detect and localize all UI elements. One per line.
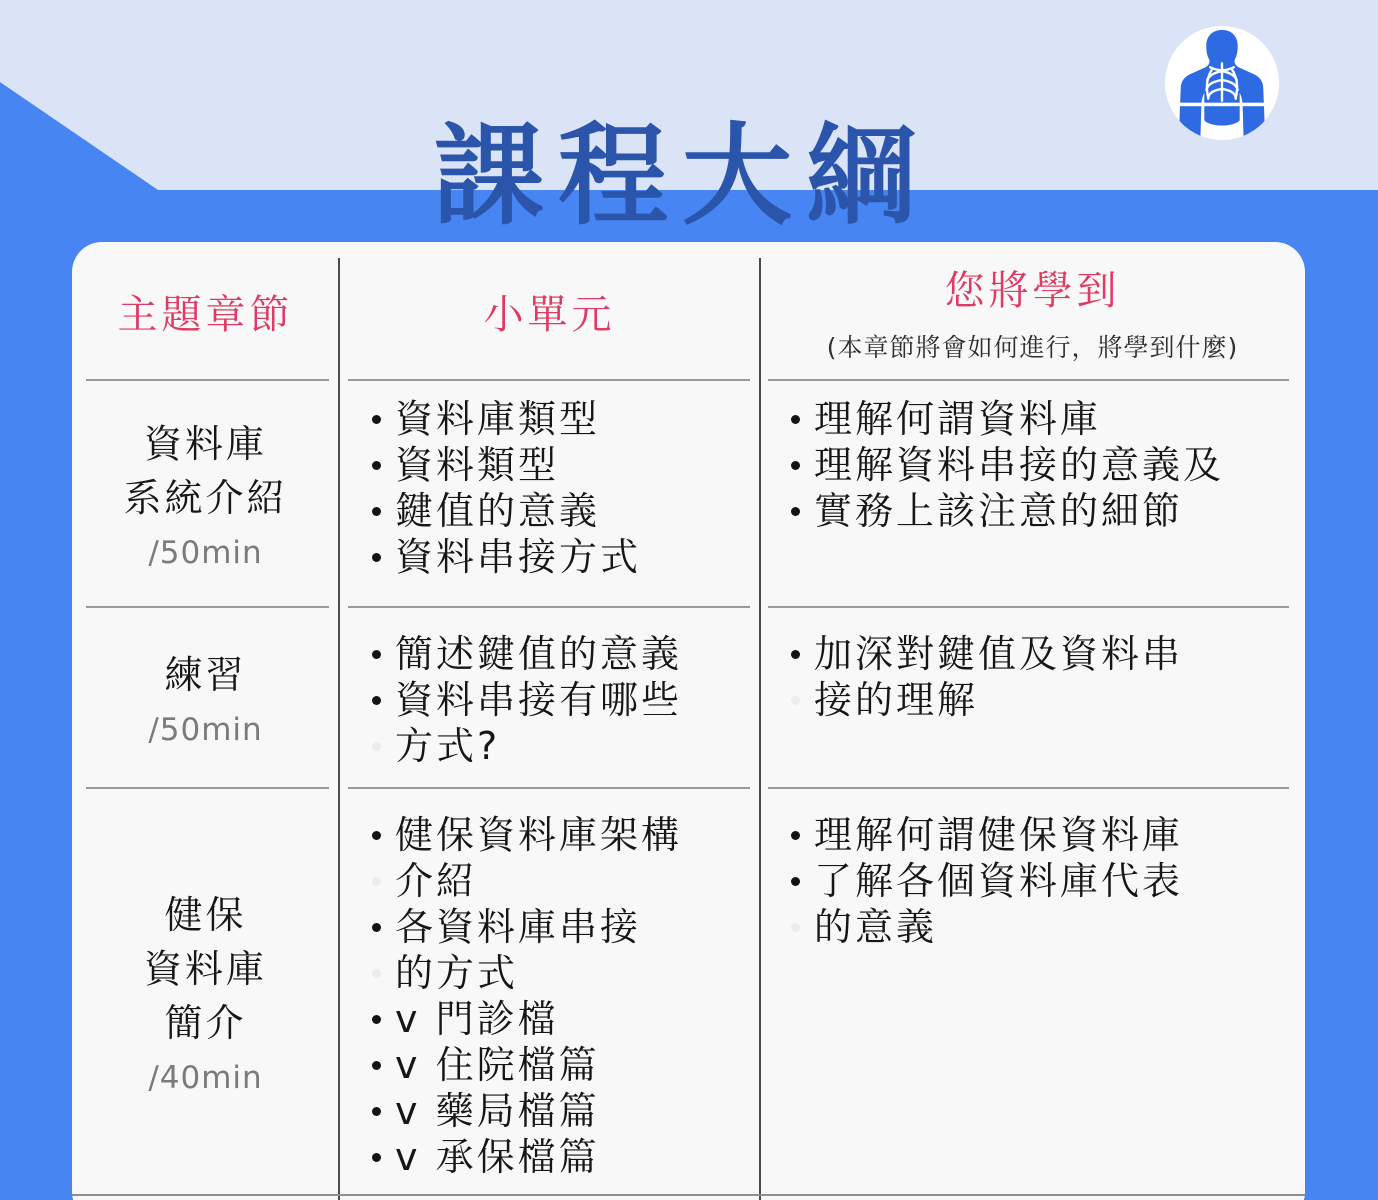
header-topic-label: 主題章節 bbox=[117, 291, 294, 338]
bullet-icon bbox=[372, 415, 381, 424]
topic-cell bbox=[72, 607, 339, 788]
header-outcomes-label: 您將學到 bbox=[944, 267, 1121, 314]
bullet-icon bbox=[372, 831, 381, 840]
bullet-icon bbox=[372, 1061, 381, 1070]
bullet-icon bbox=[791, 415, 800, 424]
bullet-text: v 承保檔篇 bbox=[395, 1135, 600, 1179]
bullet-icon bbox=[372, 553, 381, 562]
bullet-text: 資料類型 bbox=[395, 443, 560, 487]
bullet-text: 各資料庫串接 bbox=[395, 905, 642, 949]
bullet-item bbox=[788, 631, 1305, 677]
bullet-text: 鍵值的意義 bbox=[395, 489, 601, 533]
header-outcomes-cell bbox=[760, 242, 1305, 380]
ghost-bullet-icon bbox=[372, 877, 381, 886]
bullet-text: 方式? bbox=[395, 724, 501, 768]
bullet-item bbox=[369, 723, 760, 769]
header-outcomes-subtitle: (本章節將會如何進行，將學到什麼) bbox=[826, 332, 1239, 362]
bullet-item bbox=[788, 442, 1305, 488]
outcomes-cell bbox=[760, 788, 1305, 1195]
bullet-icon bbox=[791, 650, 800, 659]
table-bottom-border bbox=[72, 1194, 1305, 1196]
table-header-row bbox=[72, 242, 1305, 380]
bullet-text: 簡述鍵值的意義 bbox=[395, 632, 683, 676]
bullet-icon bbox=[372, 650, 381, 659]
topic-title-line: 系統介紹 bbox=[123, 475, 288, 520]
bullet-text: v 門診檔 bbox=[395, 997, 559, 1041]
topic-title-line: 資料庫 bbox=[143, 946, 267, 991]
duration-label: /50min bbox=[148, 711, 263, 748]
header-units-cell bbox=[339, 242, 760, 380]
topic-title-line: 資料庫 bbox=[143, 421, 267, 466]
bullet-text: 加深對鍵值及資料串 bbox=[814, 632, 1184, 676]
bullet-item bbox=[369, 1134, 760, 1180]
header-band bbox=[0, 0, 1378, 240]
bullet-item bbox=[788, 396, 1305, 442]
bullet-item bbox=[369, 534, 760, 580]
topic-title-line: 練習 bbox=[164, 652, 247, 697]
bullet-text: v 住院檔篇 bbox=[395, 1043, 600, 1087]
bullet-icon bbox=[791, 831, 800, 840]
bullet-icon bbox=[372, 1107, 381, 1116]
duration-label: /40min bbox=[148, 1059, 263, 1096]
duration-label: /50min bbox=[148, 534, 263, 571]
bullet-icon bbox=[372, 1153, 381, 1162]
bullet-text: 理解資料串接的意義及 bbox=[814, 443, 1225, 487]
bullet-icon bbox=[791, 877, 800, 886]
topic-title bbox=[164, 648, 246, 702]
bullet-icon bbox=[372, 923, 381, 932]
bullet-icon bbox=[372, 1015, 381, 1024]
bullet-item bbox=[369, 1088, 760, 1134]
bullet-icon bbox=[372, 461, 381, 470]
bullet-item bbox=[369, 996, 760, 1042]
bullet-icon bbox=[372, 696, 381, 705]
bullet-item bbox=[369, 812, 760, 858]
bullet-text: 實務上該注意的細節 bbox=[814, 489, 1184, 533]
table-body bbox=[72, 380, 1305, 1195]
bullet-item bbox=[788, 904, 1305, 950]
bullet-text: v 藥局檔篇 bbox=[395, 1089, 600, 1133]
outline-table-card bbox=[72, 242, 1305, 1200]
bullet-item bbox=[369, 677, 760, 723]
topic-cell bbox=[72, 788, 339, 1195]
bullet-text: 資料串接有哪些 bbox=[395, 678, 683, 722]
bullet-item bbox=[369, 950, 760, 996]
bullet-item bbox=[369, 1042, 760, 1088]
bullet-text: 介紹 bbox=[395, 859, 478, 903]
table-row bbox=[72, 788, 1305, 1195]
units-cell bbox=[339, 380, 760, 607]
bullet-item bbox=[369, 904, 760, 950]
bullet-item bbox=[369, 631, 760, 677]
column-divider-1 bbox=[338, 258, 340, 1200]
ghost-bullet-icon bbox=[791, 923, 800, 932]
ghost-bullet-icon bbox=[791, 696, 800, 705]
bullet-text: 理解何謂資料庫 bbox=[814, 397, 1102, 441]
bullet-item bbox=[788, 488, 1305, 534]
topic-title-line: 健保 bbox=[164, 892, 247, 937]
topic-title bbox=[144, 888, 267, 1050]
bullet-text: 接的理解 bbox=[814, 678, 979, 722]
header-topic-cell bbox=[72, 242, 339, 380]
outcomes-cell bbox=[760, 380, 1305, 607]
bullet-item bbox=[788, 812, 1305, 858]
bullet-item bbox=[369, 396, 760, 442]
topic-title-line: 簡介 bbox=[164, 1000, 247, 1045]
ghost-bullet-icon bbox=[372, 742, 381, 751]
bullet-item bbox=[369, 488, 760, 534]
bullet-icon bbox=[372, 507, 381, 516]
page-title: 課程大綱 bbox=[434, 111, 930, 240]
bullet-item bbox=[788, 858, 1305, 904]
table-row bbox=[72, 380, 1305, 607]
bullet-item bbox=[369, 442, 760, 488]
bullet-text: 健保資料庫架構 bbox=[395, 813, 683, 857]
units-cell bbox=[339, 607, 760, 788]
topic-cell bbox=[72, 380, 339, 607]
column-divider-2 bbox=[759, 258, 761, 1200]
table-row bbox=[72, 607, 1305, 788]
bullet-text: 理解何謂健保資料庫 bbox=[814, 813, 1184, 857]
ghost-bullet-icon bbox=[372, 969, 381, 978]
bullet-icon bbox=[791, 461, 800, 470]
bullet-text: 的方式 bbox=[395, 951, 519, 995]
bullet-text: 了解各個資料庫代表 bbox=[814, 859, 1184, 903]
bullet-item bbox=[369, 858, 760, 904]
header-units-label: 小單元 bbox=[483, 291, 616, 338]
topic-title bbox=[123, 417, 287, 525]
bullet-icon bbox=[791, 507, 800, 516]
xray-torso-icon bbox=[1163, 24, 1281, 142]
units-cell bbox=[339, 788, 760, 1195]
bullet-text: 的意義 bbox=[814, 905, 938, 949]
outcomes-cell bbox=[760, 607, 1305, 788]
bullet-item bbox=[788, 677, 1305, 723]
bullet-text: 資料庫類型 bbox=[395, 397, 601, 441]
bullet-text: 資料串接方式 bbox=[395, 535, 642, 579]
